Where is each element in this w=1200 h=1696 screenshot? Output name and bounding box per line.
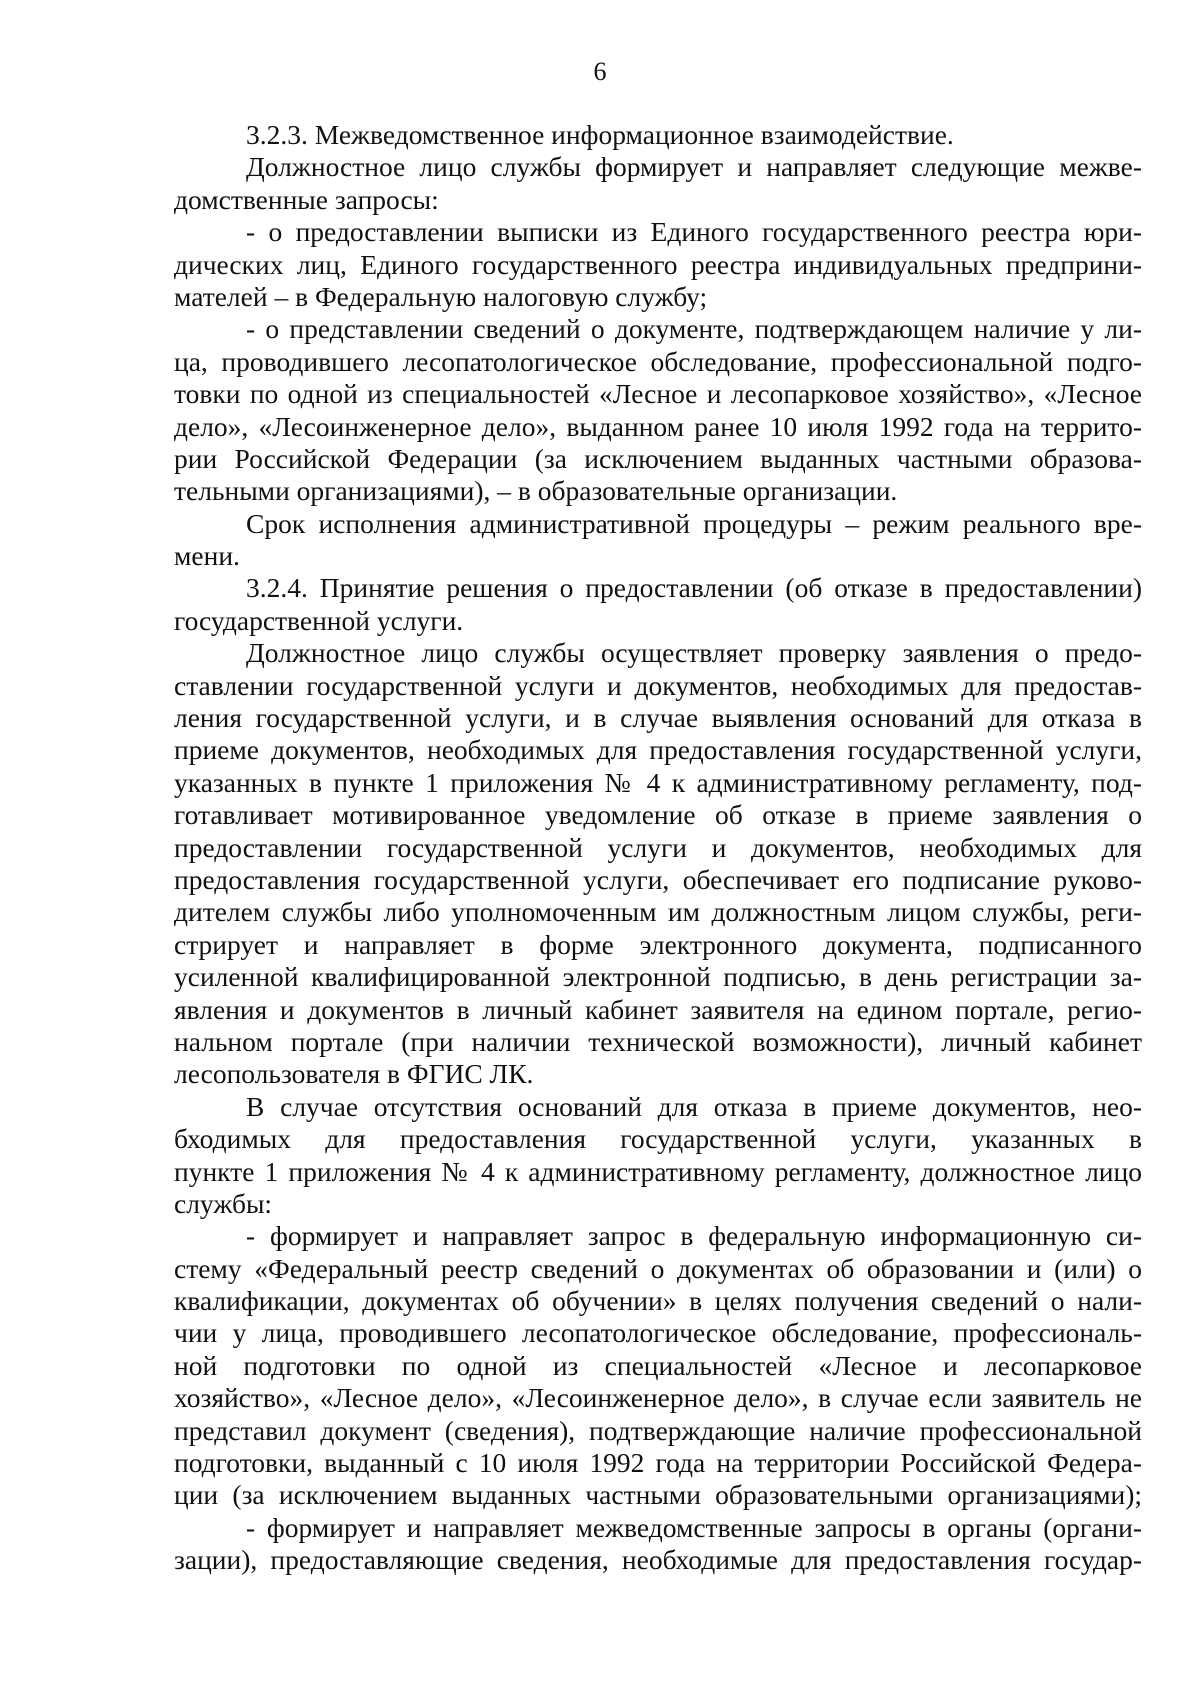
text-line: зации), предоставляющие сведения, необходимые для предоставления государ- — [174, 1544, 1142, 1576]
text-line: предоставления государственной услуги, обеспечивает его подписание руково- — [174, 863, 1142, 895]
text-line: дических лиц, Единого государственного реестра индивидуальных предприни- — [174, 248, 1142, 280]
text-line: Должностное лицо службы формирует и направляет следующие межве- — [246, 151, 1142, 183]
text-line: мателей – в Федеральную налоговую службу; — [174, 280, 708, 312]
text-line: явления и документов в личный кабинет заявителя на едином портале, регио- — [174, 993, 1142, 1025]
text-line: тельными организациями), – в образовательные организации. — [174, 475, 898, 507]
text-line: стему «Федеральный реестр сведений о документах об образовании и (или) о — [174, 1252, 1142, 1284]
text-line: ления государственной услуги, и в случае выявления оснований для отказа в — [174, 702, 1142, 734]
text-line: стрирует и направляет в форме электронного документа, подписанного — [174, 928, 1142, 960]
text-line: 3.2.4. Принятие решения о предоставлении (об отказе в предоставлении) — [246, 572, 1142, 604]
text-line: ции (за исключением выданных частными образовательными организациями); — [174, 1479, 1142, 1511]
text-line: чии у лица, проводившего лесопатологическое обследование, профессиональ- — [174, 1317, 1142, 1349]
text-line: ставлении государственной услуги и документов, необходимых для предостав- — [174, 669, 1142, 701]
text-line: указанных в пункте 1 приложения № 4 к административному регламенту, под- — [174, 766, 1142, 798]
text-line: дело», «Лесоинженерное дело», выданном ранее 10 июля 1992 года на террито- — [174, 410, 1142, 442]
text-line: представил документ (сведения), подтверждающие наличие профессиональной — [174, 1414, 1142, 1446]
text-line: приеме документов, необходимых для предоставления государственной услуги, — [174, 734, 1142, 766]
text-line: домственные запросы: — [174, 183, 439, 215]
text-line: квалификации, документах об обучении» в целях получения сведений о нали- — [174, 1285, 1142, 1317]
text-line: рии Российской Федерации (за исключением выданных частными образова- — [174, 442, 1142, 474]
text-line: - о представлении сведений о документе, подтверждающем наличие у ли- — [246, 313, 1142, 345]
text-line: - о предоставлении выписки из Единого государственного реестра юри- — [246, 216, 1142, 248]
text-line: нальном портале (при наличии технической возможности), личный кабинет — [174, 1025, 1142, 1057]
page-number: 6 — [593, 57, 607, 86]
text-line: ца, проводившего лесопатологическое обследование, профессиональной подго- — [174, 345, 1142, 377]
text-line: мени. — [174, 540, 240, 572]
text-line: бходимых для предоставления государственной услуги, указанных в — [174, 1123, 1142, 1155]
text-line: хозяйство», «Лесное дело», «Лесоинженерное дело», в случае если заявитель не — [174, 1382, 1142, 1414]
text-line: подготовки, выданный с 10 июля 1992 года на территории Российской Федера- — [174, 1447, 1142, 1479]
text-line: службы: — [174, 1187, 273, 1219]
text-line: дителем службы либо уполномоченным им должностным лицом службы, реги- — [174, 896, 1142, 928]
text-line: лесопользователя в ФГИС ЛК. — [174, 1058, 534, 1090]
text-line: В случае отсутствия оснований для отказа в приеме документов, нео- — [246, 1090, 1142, 1122]
text-line: - формирует и направляет межведомственные запросы в органы (органи- — [246, 1511, 1142, 1543]
text-line: товки по одной из специальностей «Лесное и лесопарковое хозяйство», «Лесное — [174, 378, 1142, 410]
text-line: предоставлении государственной услуги и документов, необходимых для — [174, 831, 1142, 863]
text-line: пункте 1 приложения № 4 к административному регламенту, должностное лицо — [174, 1155, 1142, 1187]
text-line: ной подготовки по одной из специальностей «Лесное и лесопарковое — [174, 1349, 1142, 1381]
document-body — [174, 119, 1142, 1577]
text-line: Должностное лицо службы осуществляет проверку заявления о предо- — [246, 637, 1142, 669]
text-line: усиленной квалифицированной электронной подписью, в день регистрации за- — [174, 961, 1142, 993]
text-line: готавливает мотивированное уведомление об отказе в приеме заявления о — [174, 799, 1142, 831]
text-line: Срок исполнения административной процедуры – режим реального вре- — [246, 507, 1142, 539]
text-line: государственной услуги. — [174, 604, 464, 636]
text-line: - формирует и направляет запрос в федеральную информационную си- — [246, 1220, 1142, 1252]
text-line: 3.2.3. Межведомственное информационное взаимодействие. — [246, 119, 954, 150]
